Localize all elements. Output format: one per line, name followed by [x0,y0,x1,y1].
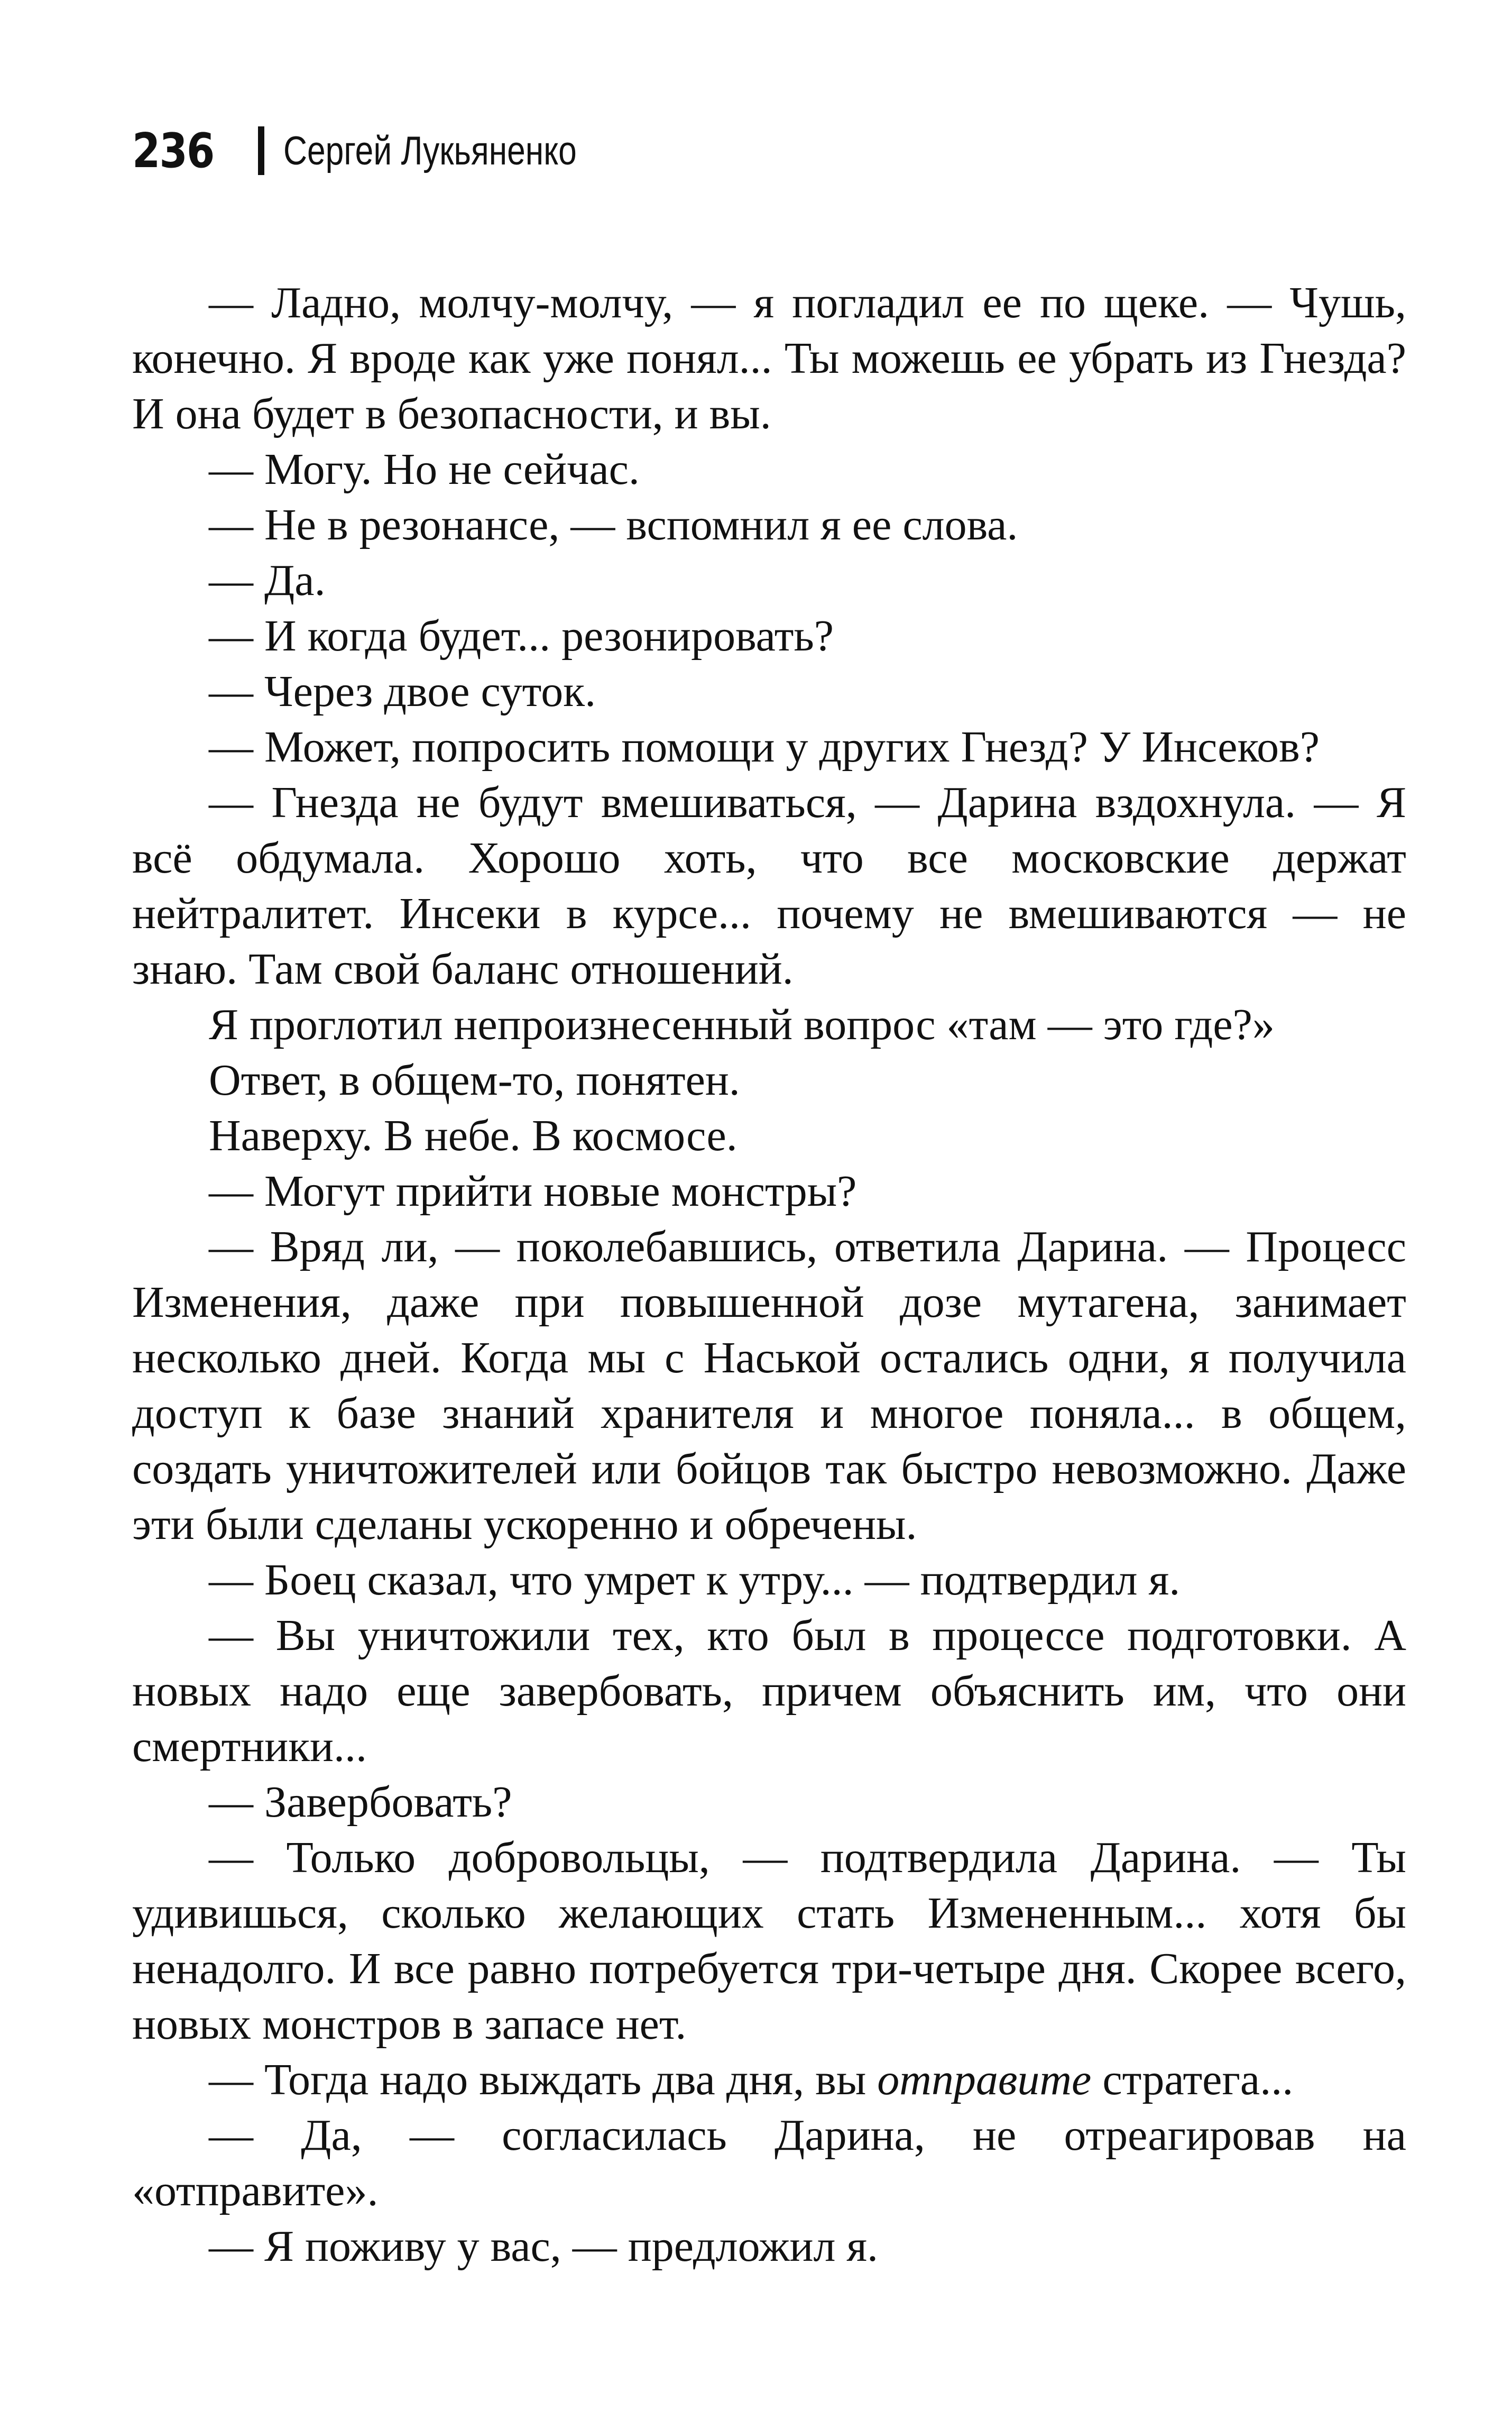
paragraph: — Я поживу у вас, — предложил я. [209,2222,879,2271]
page-number: 236 [132,123,214,179]
emphasized-word: отправите [877,2055,1092,2104]
paragraph: — Не в резонансе, — вспомнил я ее слова. [209,500,1018,549]
header-divider [258,126,264,175]
paragraph: — И когда будет... резонировать? [209,611,834,661]
running-header [132,122,641,180]
paragraph: — Вы уничтожили тех, кто был в процессе подготовки. А новых надо еще завербовать, причем объяснить им, что они смертники... [132,1611,1406,1771]
author-name: Сергей Лукьяненко [283,128,577,173]
paragraph: Наверху. В небе. В космосе. [209,1111,737,1160]
paragraph: Я проглотил непроизнесенный вопрос «там — это где?» [209,1000,1275,1049]
paragraph: — Могу. Но не сейчас. [209,445,640,494]
paragraph: — Может, попросить помощи у других Гнезд? У Инсеков? [209,722,1320,772]
paragraph-text: — Тогда надо выждать два дня, вы [209,2055,878,2104]
paragraph: — Ладно, молчу-молчу, — я погладил ее по щеке. — Чушь, конечно. Я вроде как уже понял... Ты можешь ее убрать из Гнезда? И она будет в безопасности, и вы. [132,278,1406,438]
body-text [132,275,1406,2274]
paragraph: — Гнезда не будут вмешиваться, — Дарина вздохнула. — Я всё обдумала. Хорошо хоть, что все московские держат нейтралитет. Инсеки в курсе... почему не вмешиваются — не знаю. Там свой баланс отношений. [132,778,1406,994]
paragraph-text: стратега... [1091,2055,1294,2104]
paragraph: — Завербовать? [209,1777,512,1827]
paragraph: Ответ, в общем-то, понятен. [209,1056,740,1105]
paragraph: — Только добровольцы, — подтвердила Дарина. — Ты удивишься, сколько желающих стать Измененным... хотя бы ненадолго. И все равно потребуется три-четыре дня. Скорее всего, новых монстров в запасе нет. [132,1833,1406,2049]
paragraph: — Могут прийти новые монстры? [209,1167,857,1216]
paragraph: — Боец сказал, что умрет к утру... — подтвердил я. [209,1555,1181,1605]
paragraph: — Да, — согласилась Дарина, не отреагировав на «отправите». [132,2111,1406,2215]
paragraph: — Вряд ли, — поколебавшись, ответила Дарина. — Процесс Изменения, даже при повышенной дозе мутагена, занимает несколько дней. Когда мы с Наськой остались одни, я получила доступ к базе знаний хранителя и многое поняла... в общем, создать уничтожителей или бойцов так быстро невозможно. Даже эти были сделаны ускоренно и обречены. [132,1222,1406,1549]
paragraph: — Да. [209,556,326,605]
paragraph: — Через двое суток. [209,667,596,716]
paragraph-with-emphasis [132,2052,1406,2107]
